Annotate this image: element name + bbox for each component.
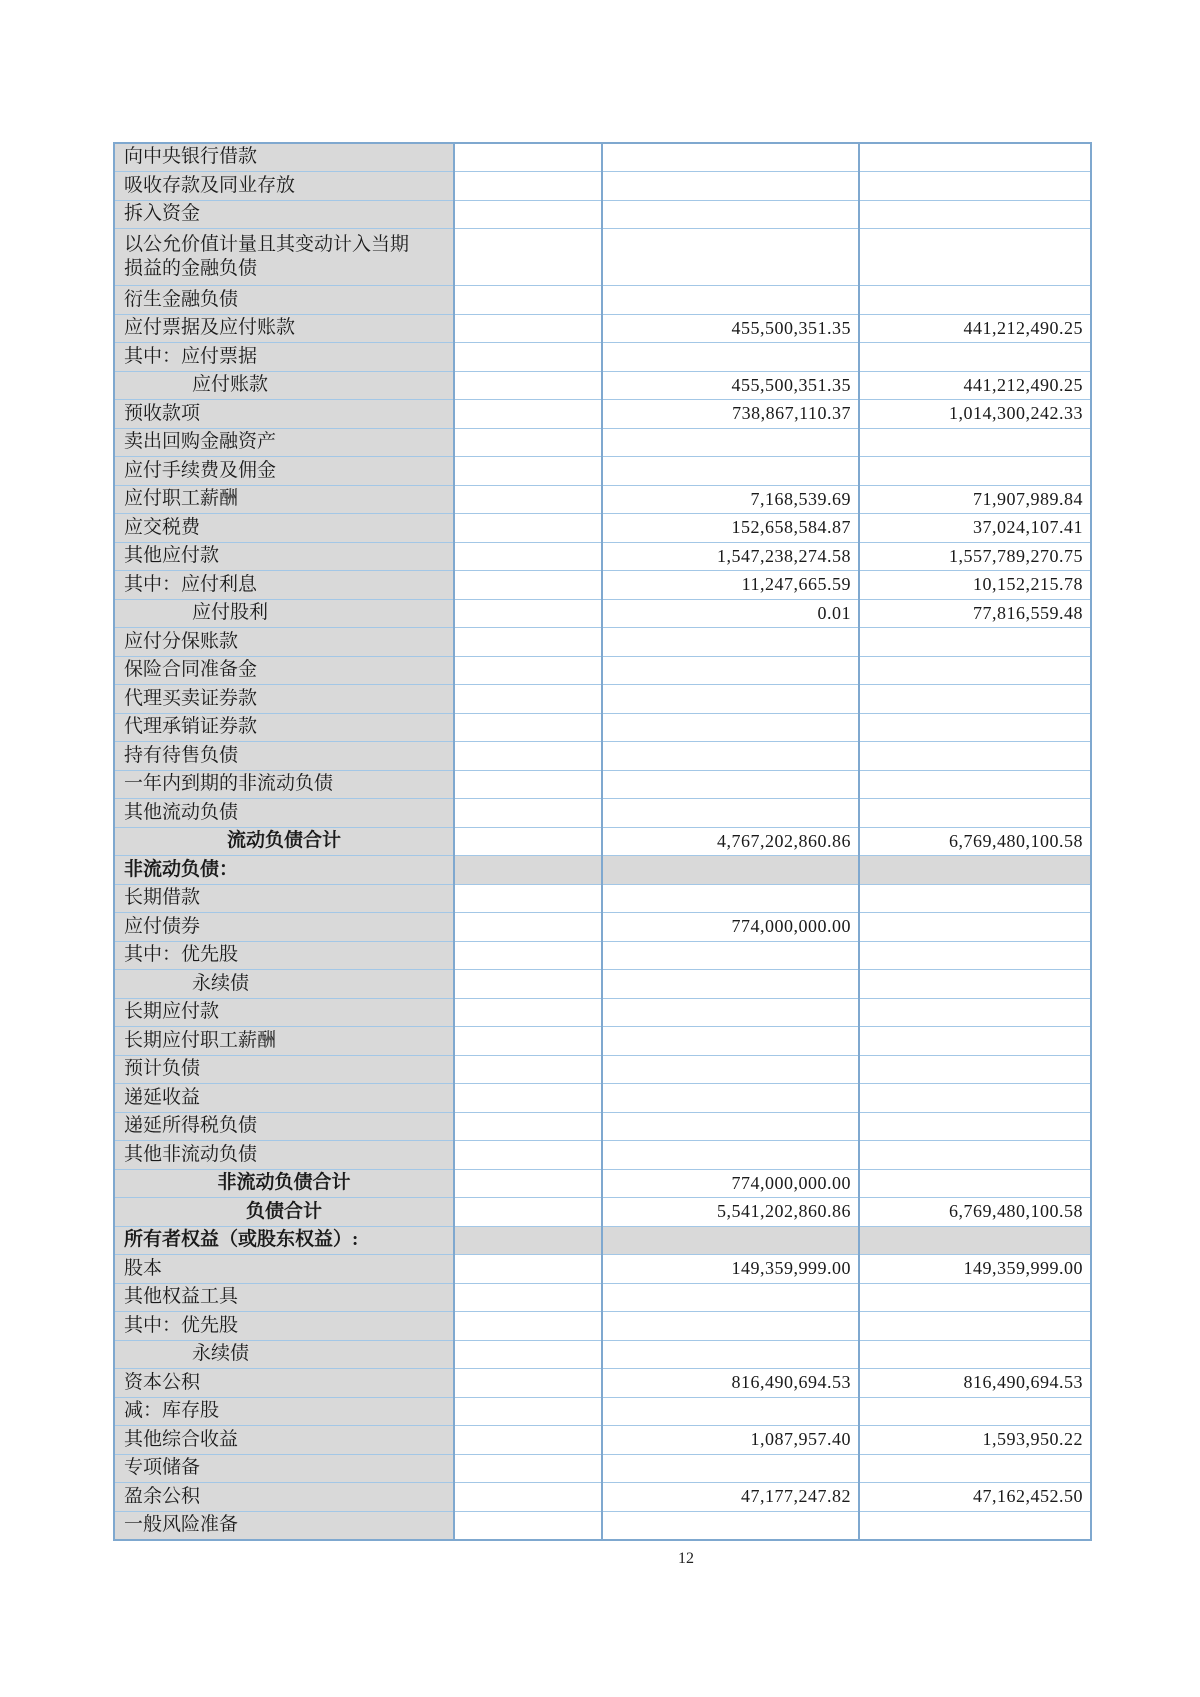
table-row xyxy=(114,799,1091,828)
item-label-cell: 应付账款 xyxy=(114,371,454,400)
current-period-cell xyxy=(602,1226,859,1255)
note-cell xyxy=(454,1169,602,1198)
prior-period-cell xyxy=(859,913,1091,942)
current-period-cell xyxy=(602,1112,859,1141)
table-row xyxy=(114,1397,1091,1426)
item-label-cell: 其中：优先股 xyxy=(114,1312,454,1341)
note-cell xyxy=(454,713,602,742)
note-cell xyxy=(454,1283,602,1312)
prior-period-cell xyxy=(859,1112,1091,1141)
note-cell xyxy=(454,656,602,685)
item-label-cell: 代理买卖证券款 xyxy=(114,685,454,714)
note-cell xyxy=(454,1027,602,1056)
current-period-cell xyxy=(602,286,859,315)
prior-period-cell xyxy=(859,1283,1091,1312)
prior-period-cell xyxy=(859,656,1091,685)
table-row xyxy=(114,856,1091,885)
current-period-cell xyxy=(602,428,859,457)
current-period-cell xyxy=(602,343,859,372)
note-cell xyxy=(454,143,602,172)
page-number: 12 xyxy=(678,1550,694,1567)
prior-period-cell xyxy=(859,200,1091,229)
item-label-cell: 减：库存股 xyxy=(114,1397,454,1426)
prior-period-cell: 71,907,989.84 xyxy=(859,485,1091,514)
table-row xyxy=(114,1483,1091,1512)
note-cell xyxy=(454,400,602,429)
current-period-cell xyxy=(602,685,859,714)
current-period-cell xyxy=(602,1511,859,1540)
current-period-cell xyxy=(602,1454,859,1483)
item-label-cell: 长期应付职工薪酬 xyxy=(114,1027,454,1056)
note-cell xyxy=(454,457,602,486)
item-label-cell: 其他综合收益 xyxy=(114,1426,454,1455)
table-row xyxy=(114,1084,1091,1113)
current-period-cell: 455,500,351.35 xyxy=(602,371,859,400)
item-label-cell: 卖出回购金融资产 xyxy=(114,428,454,457)
note-cell xyxy=(454,1255,602,1284)
prior-period-cell xyxy=(859,172,1091,201)
prior-period-cell xyxy=(859,229,1091,286)
table-row xyxy=(114,485,1091,514)
prior-period-cell: 37,024,107.41 xyxy=(859,514,1091,543)
prior-period-cell: 441,212,490.25 xyxy=(859,371,1091,400)
table-row xyxy=(114,1312,1091,1341)
item-label-cell: 股本 xyxy=(114,1255,454,1284)
item-label-cell: 其他权益工具 xyxy=(114,1283,454,1312)
item-label-cell: 其中：应付票据 xyxy=(114,343,454,372)
current-period-cell xyxy=(602,172,859,201)
note-cell xyxy=(454,970,602,999)
item-label-cell: 长期借款 xyxy=(114,884,454,913)
note-cell xyxy=(454,200,602,229)
note-cell xyxy=(454,485,602,514)
item-label-cell: 应交税费 xyxy=(114,514,454,543)
prior-period-cell xyxy=(859,1169,1091,1198)
current-period-cell: 1,087,957.40 xyxy=(602,1426,859,1455)
item-label-cell: 拆入资金 xyxy=(114,200,454,229)
table-row xyxy=(114,1426,1091,1455)
note-cell xyxy=(454,1483,602,1512)
note-cell xyxy=(454,827,602,856)
note-cell xyxy=(454,1369,602,1398)
item-label-cell: 一年内到期的非流动负债 xyxy=(114,770,454,799)
table-row xyxy=(114,884,1091,913)
table-row xyxy=(114,685,1091,714)
table-row xyxy=(114,913,1091,942)
table-row xyxy=(114,343,1091,372)
table-row xyxy=(114,1112,1091,1141)
item-label-cell: 递延收益 xyxy=(114,1084,454,1113)
table-row xyxy=(114,713,1091,742)
note-cell xyxy=(454,1112,602,1141)
prior-period-cell xyxy=(859,941,1091,970)
current-period-cell: 774,000,000.00 xyxy=(602,913,859,942)
current-period-cell xyxy=(602,1027,859,1056)
prior-period-cell xyxy=(859,998,1091,1027)
prior-period-cell xyxy=(859,713,1091,742)
note-cell xyxy=(454,172,602,201)
item-label-cell: 向中央银行借款 xyxy=(114,143,454,172)
table-row xyxy=(114,229,1091,286)
prior-period-cell xyxy=(859,1312,1091,1341)
current-period-cell: 774,000,000.00 xyxy=(602,1169,859,1198)
note-cell xyxy=(454,571,602,600)
item-label-cell: 一般风险准备 xyxy=(114,1511,454,1540)
table-row xyxy=(114,571,1091,600)
item-label-cell: 其中：优先股 xyxy=(114,941,454,970)
item-label-cell: 其他非流动负债 xyxy=(114,1141,454,1170)
item-label-cell: 保险合同准备金 xyxy=(114,656,454,685)
note-cell xyxy=(454,1198,602,1227)
table-row xyxy=(114,1511,1091,1540)
note-cell xyxy=(454,371,602,400)
prior-period-cell xyxy=(859,457,1091,486)
item-label-cell: 专项储备 xyxy=(114,1454,454,1483)
prior-period-cell xyxy=(859,770,1091,799)
note-cell xyxy=(454,542,602,571)
current-period-cell xyxy=(602,742,859,771)
note-cell xyxy=(454,1312,602,1341)
current-period-cell: 4,767,202,860.86 xyxy=(602,827,859,856)
note-cell xyxy=(454,1055,602,1084)
prior-period-cell xyxy=(859,343,1091,372)
current-period-cell xyxy=(602,884,859,913)
current-period-cell: 5,541,202,860.86 xyxy=(602,1198,859,1227)
current-period-cell xyxy=(602,713,859,742)
prior-period-cell: 1,593,950.22 xyxy=(859,1426,1091,1455)
current-period-cell xyxy=(602,1312,859,1341)
table-row xyxy=(114,1340,1091,1369)
current-period-cell: 455,500,351.35 xyxy=(602,314,859,343)
note-cell xyxy=(454,314,602,343)
prior-period-cell xyxy=(859,970,1091,999)
note-cell xyxy=(454,770,602,799)
prior-period-cell xyxy=(859,1454,1091,1483)
prior-period-cell xyxy=(859,1397,1091,1426)
note-cell xyxy=(454,1340,602,1369)
prior-period-cell: 77,816,559.48 xyxy=(859,599,1091,628)
item-label-cell: 以公允价值计量且其变动计入当期损益的金融负债 xyxy=(114,229,454,286)
current-period-cell xyxy=(602,1141,859,1170)
table-row xyxy=(114,827,1091,856)
item-label-cell: 盈余公积 xyxy=(114,1483,454,1512)
prior-period-cell xyxy=(859,1027,1091,1056)
prior-period-cell xyxy=(859,1084,1091,1113)
balance-sheet-table xyxy=(113,142,1092,1541)
current-period-cell xyxy=(602,1283,859,1312)
current-period-cell: 149,359,999.00 xyxy=(602,1255,859,1284)
table-row xyxy=(114,143,1091,172)
prior-period-cell: 149,359,999.00 xyxy=(859,1255,1091,1284)
current-period-cell xyxy=(602,200,859,229)
current-period-cell xyxy=(602,799,859,828)
table-row xyxy=(114,742,1091,771)
table-row xyxy=(114,457,1091,486)
item-label-cell: 资本公积 xyxy=(114,1369,454,1398)
current-period-cell xyxy=(602,1340,859,1369)
item-label-cell: 永续债 xyxy=(114,970,454,999)
prior-period-cell: 6,769,480,100.58 xyxy=(859,1198,1091,1227)
prior-period-cell xyxy=(859,884,1091,913)
prior-period-cell xyxy=(859,143,1091,172)
item-label-cell: 应付股利 xyxy=(114,599,454,628)
current-period-cell: 1,547,238,274.58 xyxy=(602,542,859,571)
prior-period-cell xyxy=(859,628,1091,657)
note-cell xyxy=(454,1397,602,1426)
table-row xyxy=(114,941,1091,970)
current-period-cell xyxy=(602,656,859,685)
note-cell xyxy=(454,1226,602,1255)
table-row xyxy=(114,970,1091,999)
current-period-cell xyxy=(602,856,859,885)
note-cell xyxy=(454,428,602,457)
note-cell xyxy=(454,1454,602,1483)
item-label-cell: 其他应付款 xyxy=(114,542,454,571)
item-label-cell: 负债合计 xyxy=(114,1198,454,1227)
prior-period-cell xyxy=(859,856,1091,885)
item-label-cell: 应付分保账款 xyxy=(114,628,454,657)
current-period-cell xyxy=(602,457,859,486)
note-cell xyxy=(454,856,602,885)
note-cell xyxy=(454,343,602,372)
table-row xyxy=(114,1027,1091,1056)
prior-period-cell xyxy=(859,1141,1091,1170)
table-row xyxy=(114,371,1091,400)
note-cell xyxy=(454,514,602,543)
item-label-cell: 其他流动负债 xyxy=(114,799,454,828)
note-cell xyxy=(454,799,602,828)
item-label-cell: 预收款项 xyxy=(114,400,454,429)
current-period-cell: 11,247,665.59 xyxy=(602,571,859,600)
prior-period-cell: 6,769,480,100.58 xyxy=(859,827,1091,856)
current-period-cell xyxy=(602,941,859,970)
current-period-cell: 152,658,584.87 xyxy=(602,514,859,543)
table-row xyxy=(114,770,1091,799)
note-cell xyxy=(454,1511,602,1540)
prior-period-cell xyxy=(859,799,1091,828)
prior-period-cell: 47,162,452.50 xyxy=(859,1483,1091,1512)
current-period-cell: 7,168,539.69 xyxy=(602,485,859,514)
note-cell xyxy=(454,742,602,771)
item-label-cell: 应付职工薪酬 xyxy=(114,485,454,514)
current-period-cell xyxy=(602,1055,859,1084)
table-row xyxy=(114,1226,1091,1255)
current-period-cell: 0.01 xyxy=(602,599,859,628)
note-cell xyxy=(454,229,602,286)
prior-period-cell: 816,490,694.53 xyxy=(859,1369,1091,1398)
table-row xyxy=(114,1055,1091,1084)
current-period-cell xyxy=(602,229,859,286)
prior-period-cell xyxy=(859,685,1091,714)
item-label-cell: 应付债券 xyxy=(114,913,454,942)
note-cell xyxy=(454,913,602,942)
table-row xyxy=(114,599,1091,628)
note-cell xyxy=(454,599,602,628)
item-label-cell: 衍生金融负债 xyxy=(114,286,454,315)
table-row xyxy=(114,1255,1091,1284)
current-period-cell xyxy=(602,998,859,1027)
current-period-cell xyxy=(602,628,859,657)
current-period-cell xyxy=(602,770,859,799)
prior-period-cell xyxy=(859,742,1091,771)
table-row xyxy=(114,1169,1091,1198)
current-period-cell xyxy=(602,970,859,999)
note-cell xyxy=(454,1084,602,1113)
table-row xyxy=(114,542,1091,571)
table-row xyxy=(114,1454,1091,1483)
item-label-cell: 递延所得税负债 xyxy=(114,1112,454,1141)
current-period-cell: 738,867,110.37 xyxy=(602,400,859,429)
prior-period-cell xyxy=(859,1511,1091,1540)
prior-period-cell xyxy=(859,1226,1091,1255)
prior-period-cell xyxy=(859,428,1091,457)
table-row xyxy=(114,1141,1091,1170)
prior-period-cell xyxy=(859,1340,1091,1369)
table-row xyxy=(114,998,1091,1027)
note-cell xyxy=(454,884,602,913)
item-label-cell: 代理承销证券款 xyxy=(114,713,454,742)
note-cell xyxy=(454,998,602,1027)
table-row xyxy=(114,1369,1091,1398)
table-row xyxy=(114,628,1091,657)
item-label-cell: 应付手续费及佣金 xyxy=(114,457,454,486)
item-label-cell: 吸收存款及同业存放 xyxy=(114,172,454,201)
table-row xyxy=(114,656,1091,685)
prior-period-cell xyxy=(859,286,1091,315)
prior-period-cell: 1,014,300,242.33 xyxy=(859,400,1091,429)
note-cell xyxy=(454,685,602,714)
table-row xyxy=(114,514,1091,543)
table-body xyxy=(114,143,1091,1540)
item-label-cell: 非流动负债： xyxy=(114,856,454,885)
table-row xyxy=(114,200,1091,229)
item-label-cell: 其中：应付利息 xyxy=(114,571,454,600)
item-label-cell: 流动负债合计 xyxy=(114,827,454,856)
table-row xyxy=(114,172,1091,201)
current-period-cell xyxy=(602,143,859,172)
item-label-cell: 长期应付款 xyxy=(114,998,454,1027)
item-label-cell: 应付票据及应付账款 xyxy=(114,314,454,343)
table-row xyxy=(114,428,1091,457)
note-cell xyxy=(454,628,602,657)
note-cell xyxy=(454,286,602,315)
current-period-cell xyxy=(602,1397,859,1426)
prior-period-cell: 1,557,789,270.75 xyxy=(859,542,1091,571)
note-cell xyxy=(454,1141,602,1170)
table-row xyxy=(114,1283,1091,1312)
item-label-cell: 非流动负债合计 xyxy=(114,1169,454,1198)
table-row xyxy=(114,400,1091,429)
item-label-cell: 所有者权益（或股东权益）: xyxy=(114,1226,454,1255)
table-row xyxy=(114,286,1091,315)
prior-period-cell: 441,212,490.25 xyxy=(859,314,1091,343)
prior-period-cell: 10,152,215.78 xyxy=(859,571,1091,600)
item-label-cell: 永续债 xyxy=(114,1340,454,1369)
current-period-cell xyxy=(602,1084,859,1113)
table-row xyxy=(114,1198,1091,1227)
current-period-cell: 816,490,694.53 xyxy=(602,1369,859,1398)
table-row xyxy=(114,314,1091,343)
note-cell xyxy=(454,1426,602,1455)
prior-period-cell xyxy=(859,1055,1091,1084)
current-period-cell: 47,177,247.82 xyxy=(602,1483,859,1512)
item-label-cell: 预计负债 xyxy=(114,1055,454,1084)
note-cell xyxy=(454,941,602,970)
item-label-cell: 持有待售负债 xyxy=(114,742,454,771)
